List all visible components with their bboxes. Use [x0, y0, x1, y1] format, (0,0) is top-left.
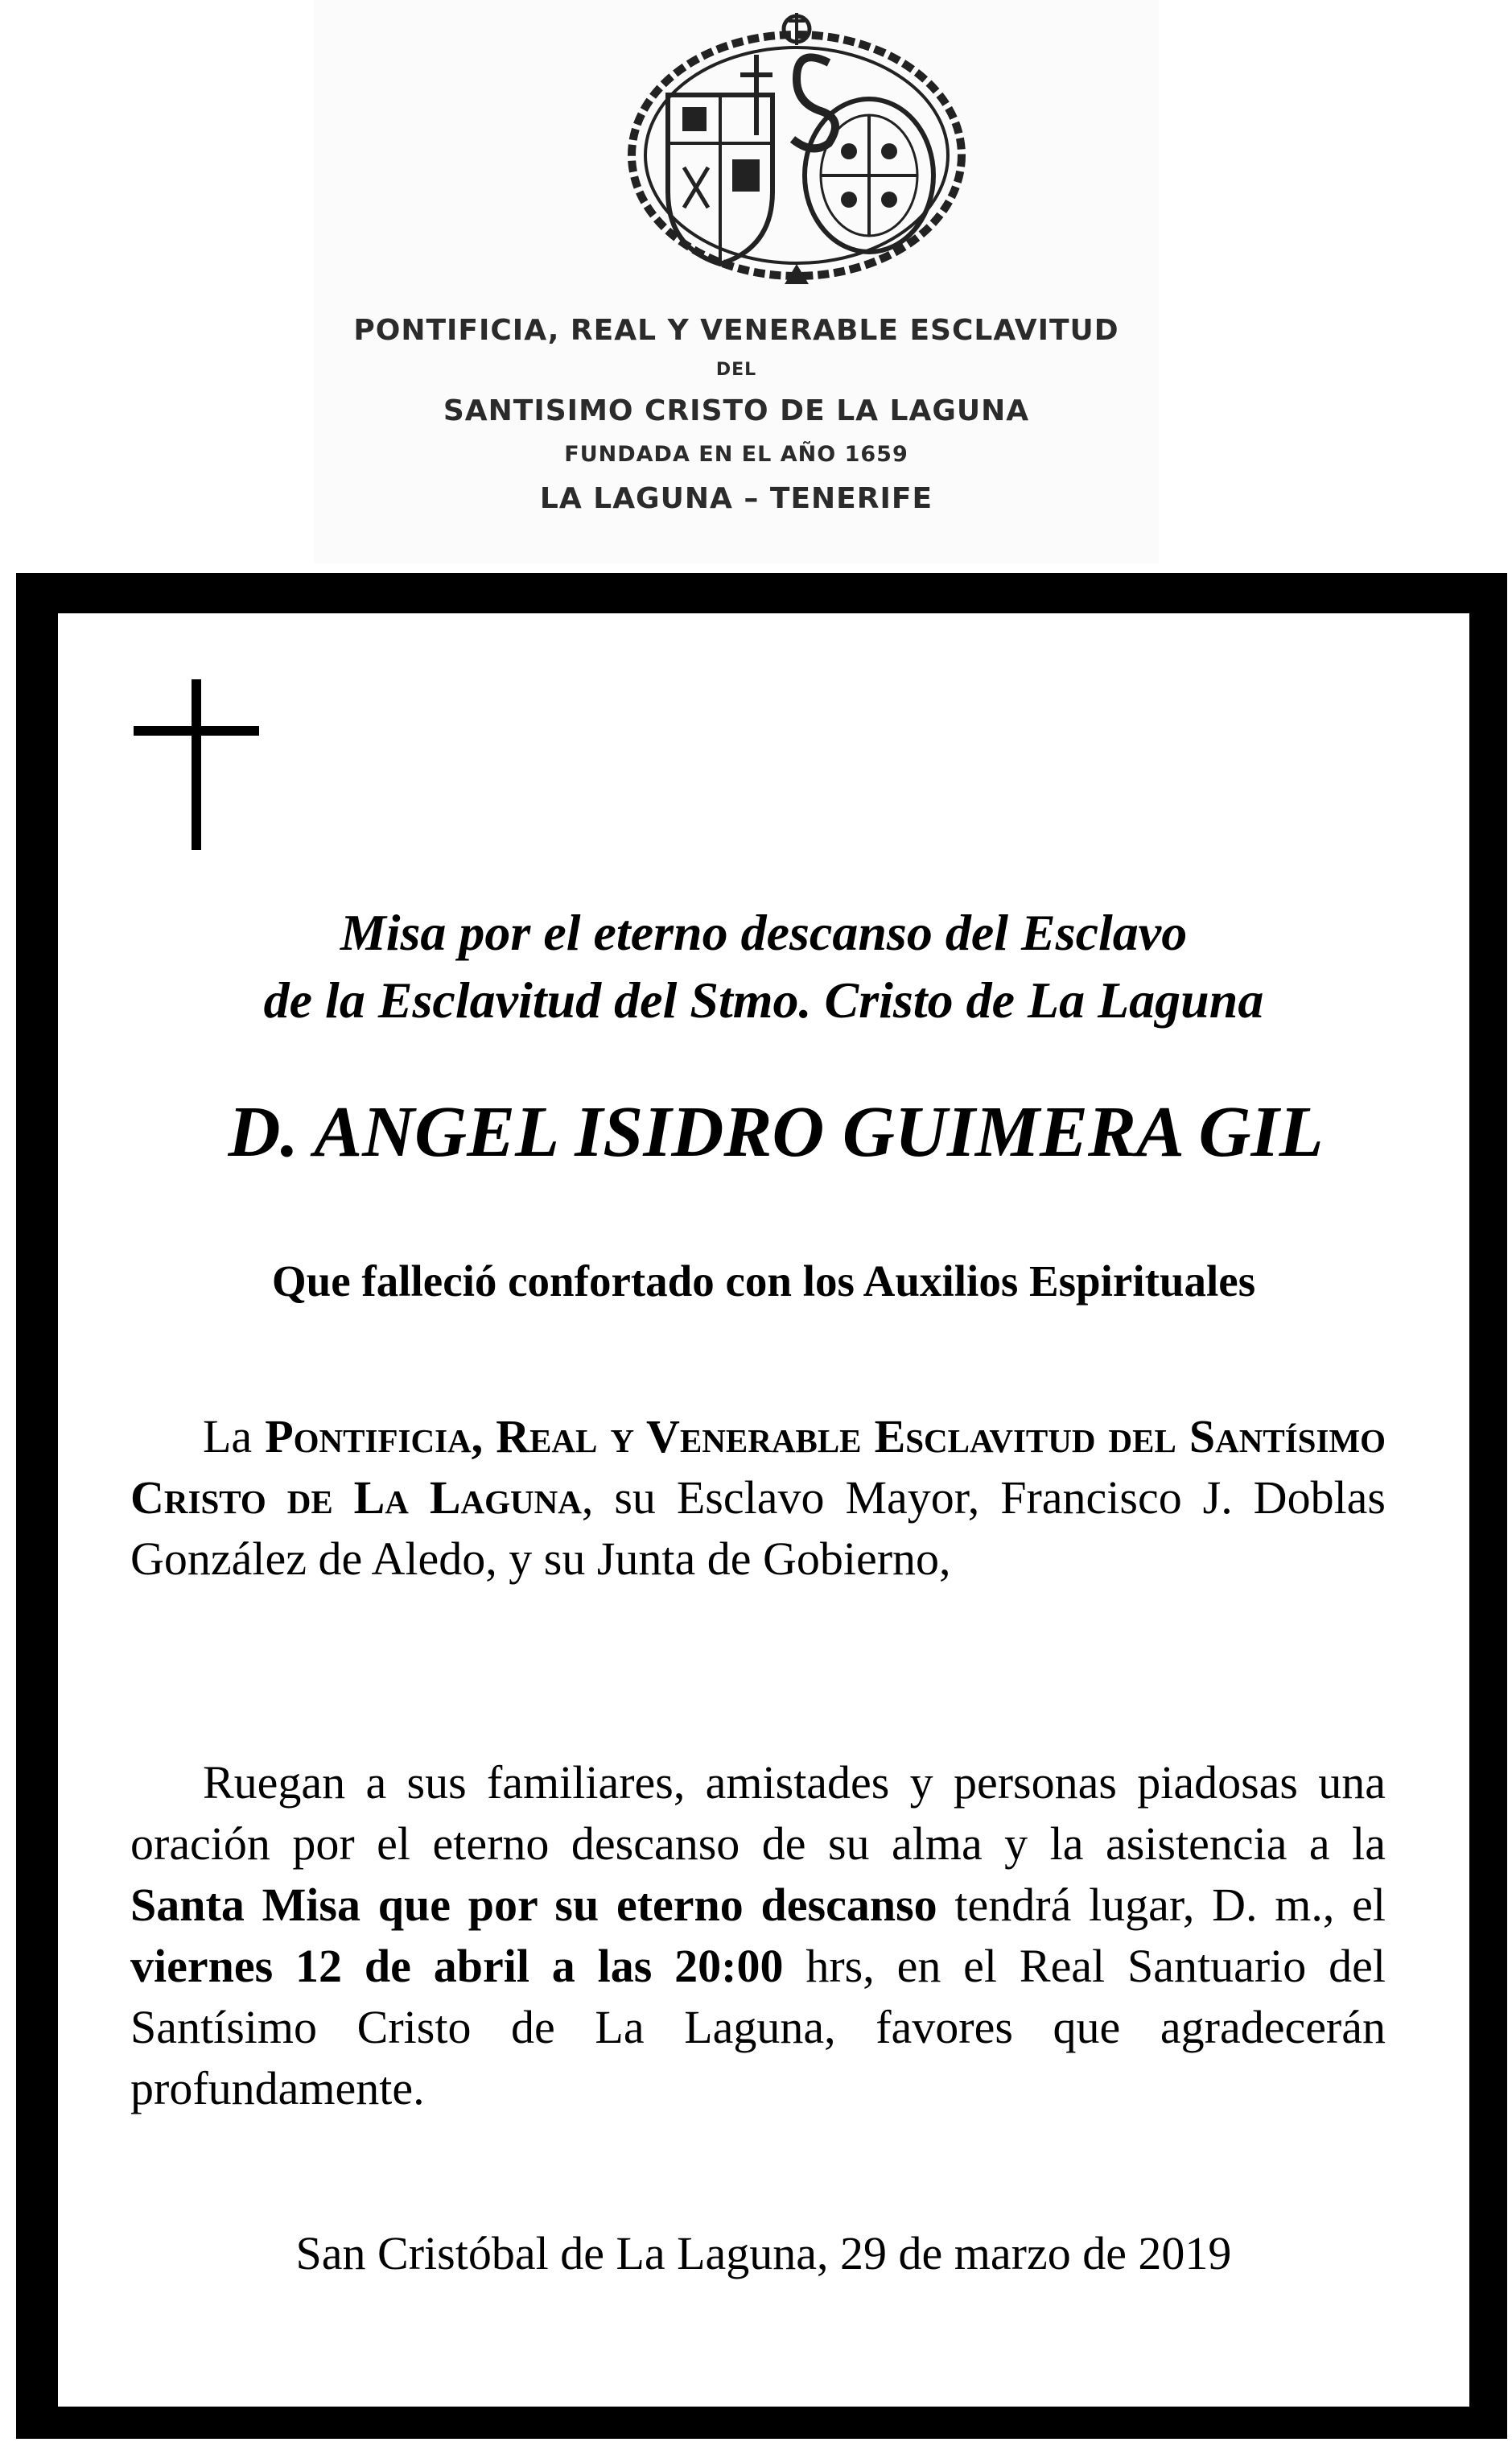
para2-part3: hrs, en el Real Santuario del Santísimo Cristo de La Laguna, favores que agradecerán profundamente.	[130, 1940, 1386, 2114]
org-name-smallcaps: Pontificia, Real y Venerable Esclavitud del Santísimo Cristo de La Laguna	[130, 1410, 1386, 1524]
para1-rest: , su Esclavo Mayor, Francisco J. Doblas González de Aledo, y su Junta de Gobierno,	[130, 1471, 1386, 1585]
cross-vertical-bar	[192, 679, 201, 850]
notice-subtitle: Que falleció confortado con los Auxilios Espirituales	[271, 1256, 1256, 1306]
mourning-frame	[16, 573, 1507, 2439]
org-line-3: SANTISIMO CRISTO DE LA LAGUNA	[443, 394, 1030, 427]
org-line-4: FUNDADA EN EL AÑO 1659	[564, 442, 908, 467]
para2-part2: tendrá lugar, D. m., el	[937, 1879, 1386, 1931]
confraternity-emblem-icon	[612, 6, 982, 288]
org-line-5: LA LAGUNA – TENERIFE	[539, 482, 933, 515]
para2-bold-date: viernes 12 de abril a las 20:00	[130, 1940, 784, 1992]
header	[314, 0, 1159, 563]
intro-line-2: de la Esclavitud del Stmo. Cristo de La Laguna	[263, 971, 1264, 1029]
org-line-2: DEL	[715, 360, 757, 380]
intro-line-1: Misa por el eterno descanso del Esclavo	[340, 904, 1188, 961]
deceased-name: D. ANGEL ISIDRO GUIMERA GIL	[228, 1092, 1324, 1172]
organization-name	[314, 310, 1159, 522]
request-paragraph	[130, 1752, 1386, 2119]
cross-icon	[134, 679, 259, 850]
notice-panel	[58, 613, 1469, 2407]
para1-lead: La	[203, 1410, 266, 1462]
para2-bold-mass: Santa Misa que por su eterno descanso	[130, 1879, 937, 1931]
org-line-1: PONTIFICIA, REAL Y VENERABLE ESCLAVITUD	[353, 314, 1119, 347]
dateline: San Cristóbal de La Laguna, 29 de marzo de 2019	[295, 2227, 1232, 2279]
notice-intro	[58, 899, 1469, 1034]
cross-horizontal-bar	[134, 726, 259, 736]
announcement-paragraph	[130, 1406, 1386, 1590]
para2-part1: Ruegan a sus familiares, amistades y personas piadosas una oración por el eterno descanso de su alma y la asistencia a la	[130, 1756, 1386, 1870]
